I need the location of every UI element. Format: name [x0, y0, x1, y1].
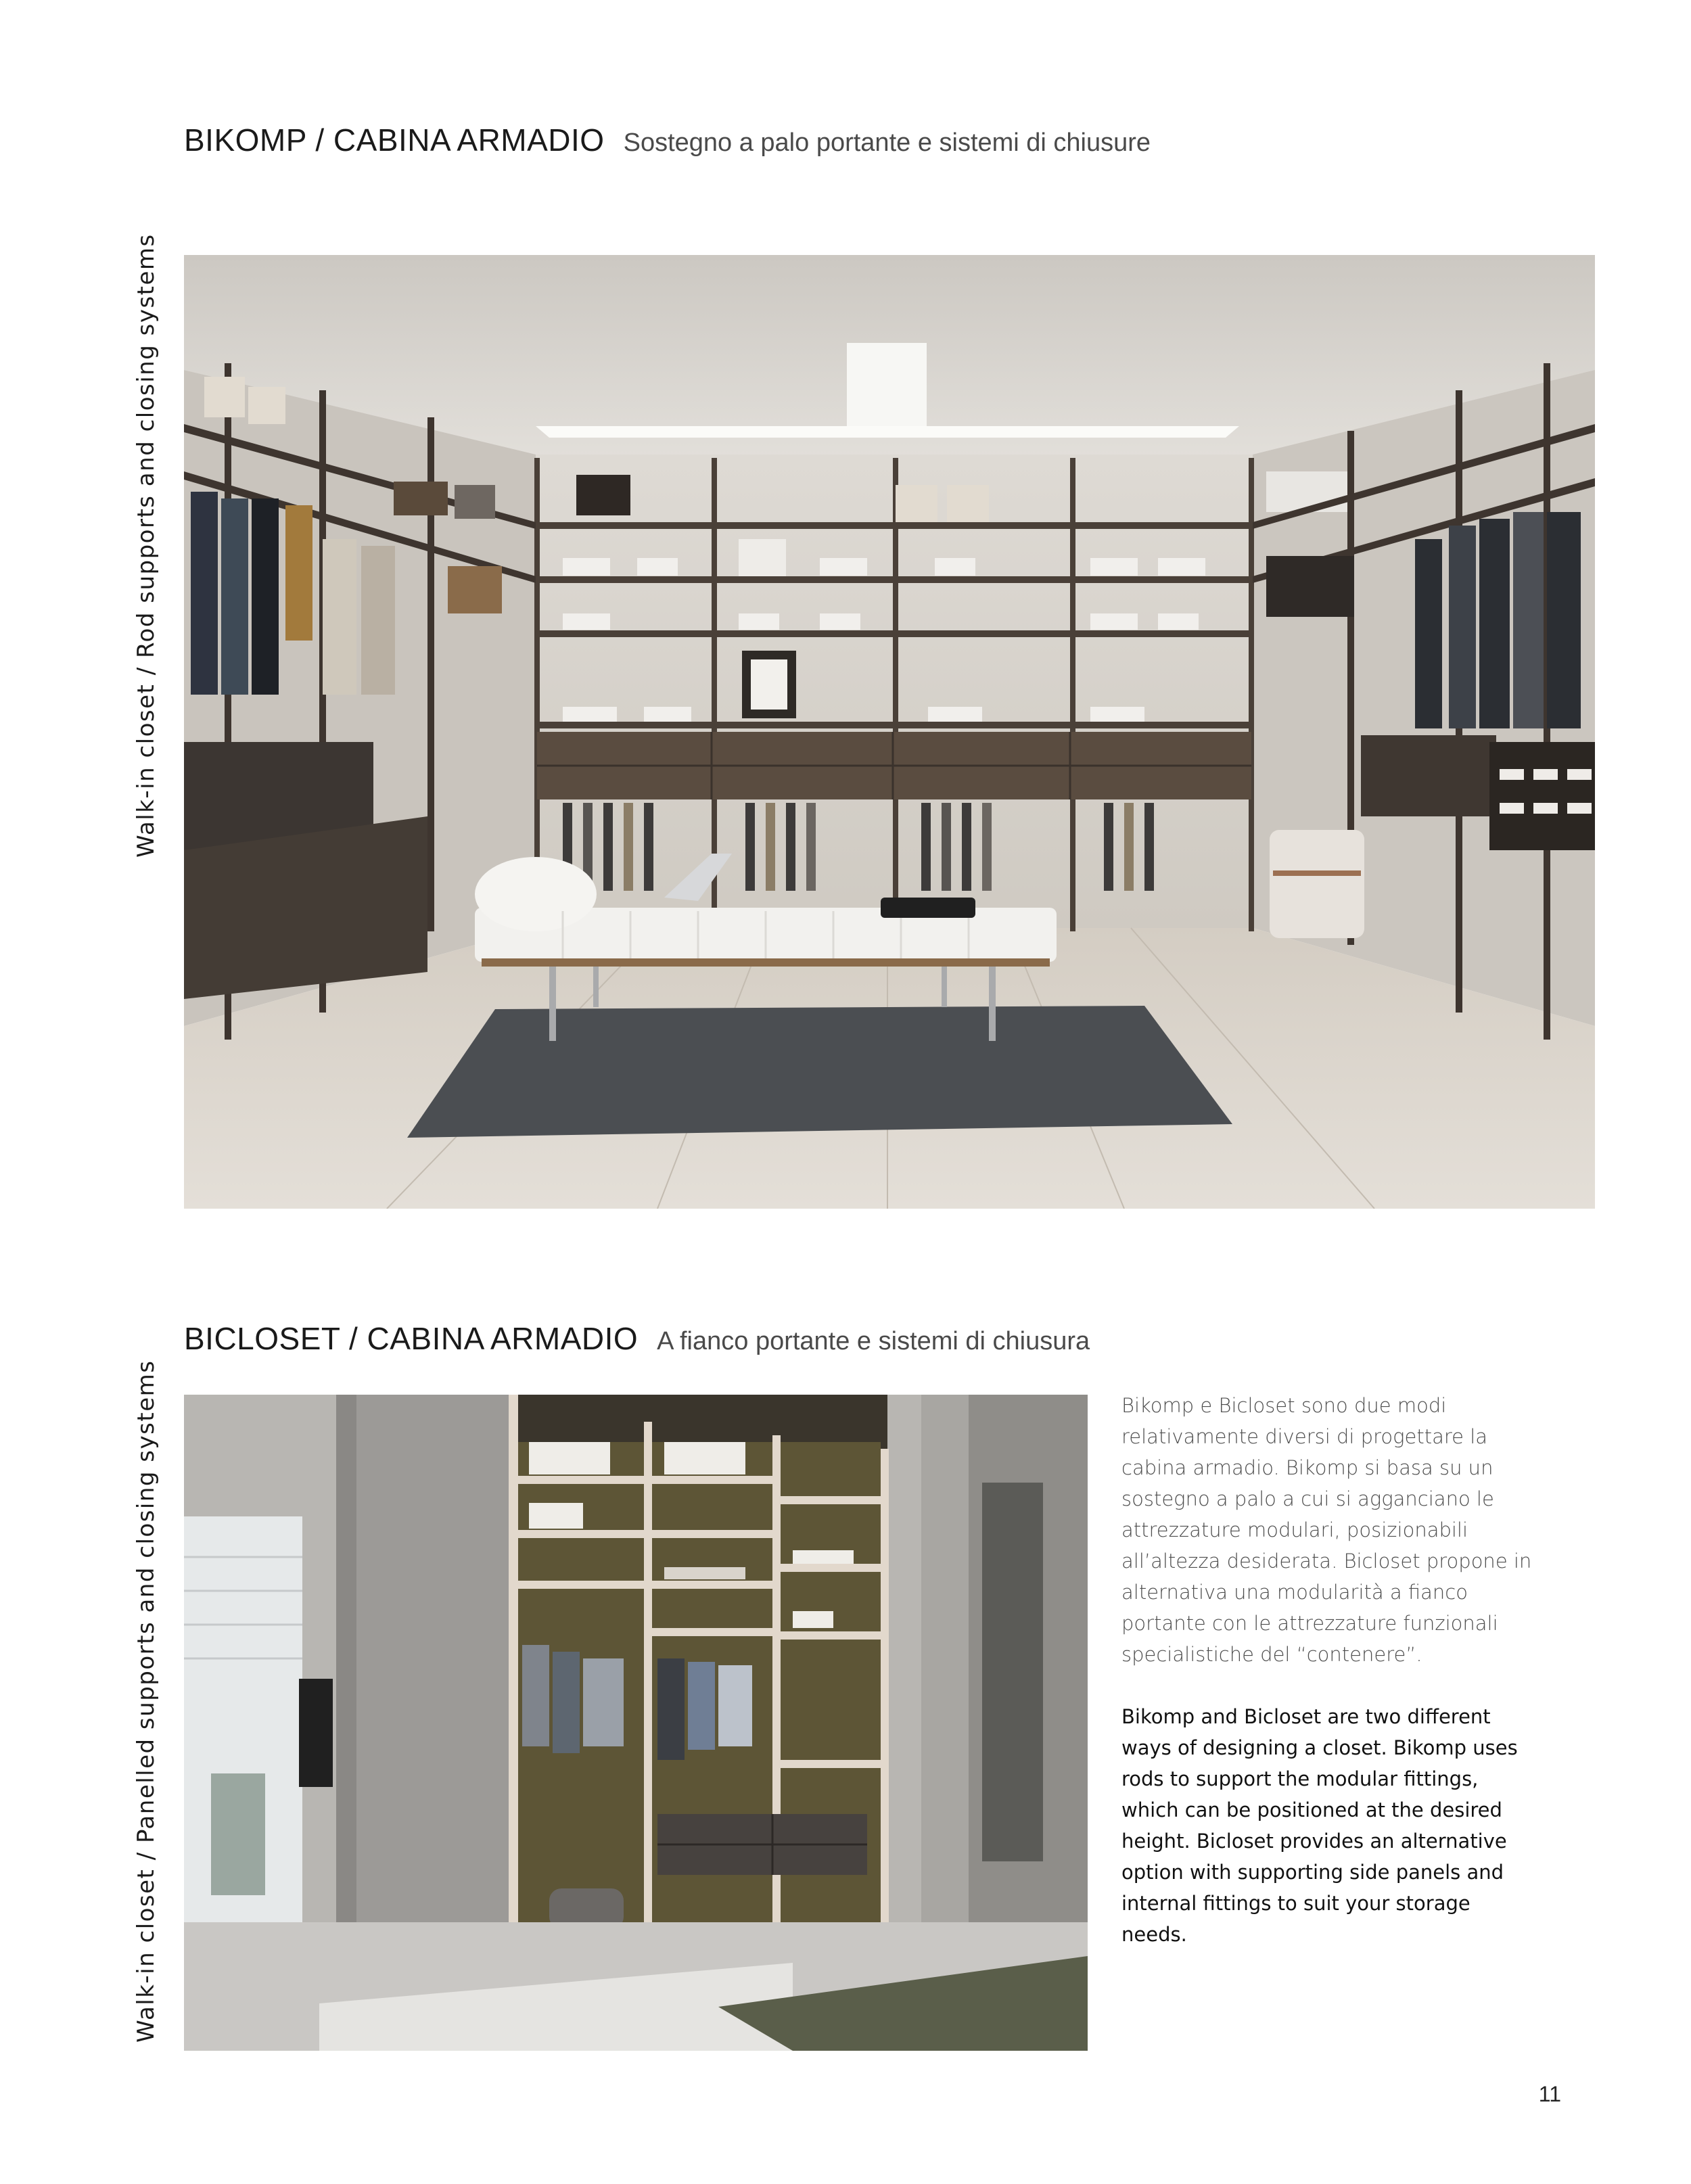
description-italian	[1121, 1390, 1541, 1670]
description-italian-paragraph: Bikomp e Bicloset sono due modi relativamente diversi di progettare la cabina armadio. Bikomp si basa su un sostegno a palo a cui si agganciano le attrezzature modulari, posizionabili all’altezza desiderata. Bicloset propone in alternativa una modularità a fianco portante con le attrezzature funzionali specialistiche del “contenere”.	[1121, 1394, 1532, 1666]
section-bikomp-heading	[184, 124, 1151, 156]
bikomp-walk-in-closet-photo	[184, 255, 1595, 1209]
description-english	[1121, 1701, 1541, 1950]
section-bicloset-title: BICLOSET / CABINA ARMADIO	[184, 1321, 639, 1356]
section-bicloset-heading	[184, 1323, 1090, 1354]
bicloset-walk-in-closet-photo	[184, 1395, 1088, 2051]
section-bikomp-title: BIKOMP / CABINA ARMADIO	[184, 122, 605, 158]
section-bikomp-side-label: Walk-in closet / Rod supports and closing systems	[133, 233, 160, 858]
section-bicloset-subtitle: A fianco portante e sistemi di chiusura	[657, 1327, 1090, 1355]
section-bicloset-side-label: Walk-in closet / Panelled supports and closing systems	[133, 1360, 160, 2043]
description-english-paragraph: Bikomp and Bicloset are two different ways of designing a closet. Bikomp uses rods to support the modular fittings, which can be positioned at the desired height. Bicloset provides an alternative option with supporting side panels and internal fittings to suit your storage needs.	[1121, 1705, 1518, 1946]
page-number: 11	[1538, 2082, 1561, 2106]
section-bikomp-subtitle: Sostegno a palo portante e sistemi di chiusure	[623, 129, 1151, 157]
